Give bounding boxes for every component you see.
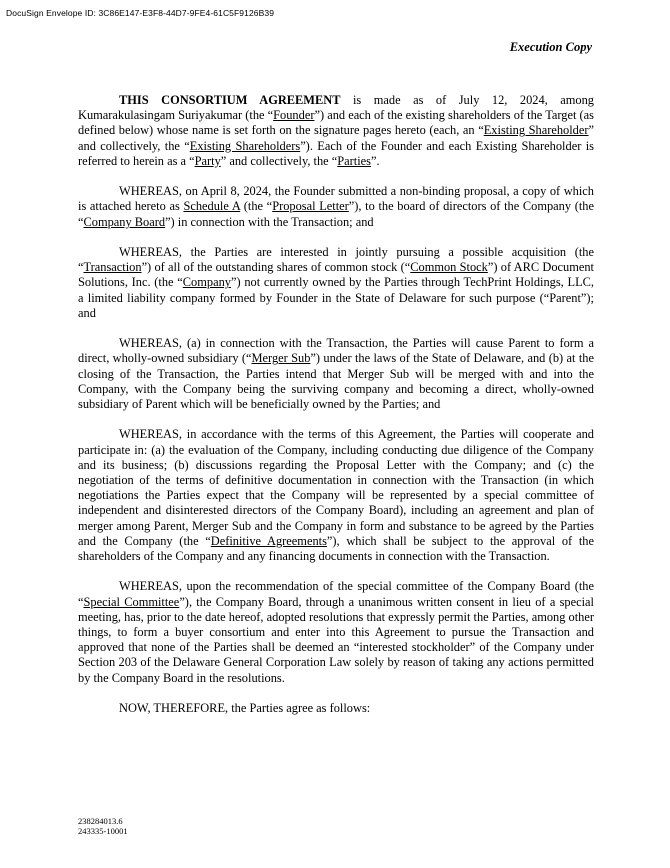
text-run: ” and collectively, the “: [78, 123, 594, 153]
whereas-paragraph-4: [78, 427, 594, 564]
text-run: WHEREAS, the Parties are interested in jointly pursuing a possible acquisition (the “: [78, 245, 594, 275]
now-therefore-paragraph: NOW, THEREFORE, the Parties agree as follows:: [119, 701, 371, 716]
defined-term-special-committee: Special Committee: [83, 594, 180, 609]
text-run: WHEREAS, upon the recommendation of the special committee of the Company Board (the “: [78, 579, 594, 609]
defined-term-founder: Founder: [273, 108, 315, 123]
defined-term-parties: Parties: [337, 153, 372, 168]
intro-paragraph: [78, 93, 594, 169]
text-run: ”) not currently owned by the Parties through TechPrint Holdings, LLC, a limited liability company formed by Founder in the State of Delaware for such purpose (“Parent”); and: [78, 275, 594, 320]
text-run: ”), which shall be subject to the approval of the shareholders of the Company and any financing documents in connection with the Transaction.: [78, 533, 594, 564]
text-run: ”). Each of the Founder and each Existing Shareholder is referred to herein as a “: [78, 138, 594, 168]
text-run: ” and collectively, the “: [220, 153, 338, 168]
text-run: WHEREAS, in accordance with the terms of this Agreement, the Parties will cooperate and participate in: (a) the evaluation of the Company, including conducting due diligence of the Company and its business; (b) discussions regarding the Proposal Letter with the Company; and (c) the negotiation of the terms of definitive documentation in connection with the Transaction (in which negotiations the Parties expect that the Company will be represented by a special committee of independent and disinterested directors of the Company Board), including an agreement and plan of merger among Parent, Merger Sub and the Company in form and substance to be agreed by the Parties and the Company (the “: [78, 427, 594, 548]
defined-term-proposal-letter: Proposal Letter: [272, 199, 349, 214]
defined-term-party: Party: [194, 153, 221, 168]
defined-term-company-board: Company Board: [83, 214, 166, 229]
footer-matter-number: 243335-10001: [78, 826, 128, 836]
schedule-a-reference: Schedule A: [183, 199, 241, 214]
defined-term-company: Company: [182, 275, 231, 290]
defined-term-merger-sub: Merger Sub: [251, 351, 311, 366]
text-run: ”) of all of the outstanding shares of common stock (“: [141, 260, 411, 275]
execution-copy-label: Execution Copy: [509, 40, 592, 54]
text-run: (the “: [240, 199, 273, 214]
text-run: ”.: [371, 153, 380, 168]
docusign-envelope-id: DocuSign Envelope ID: 3C86E147-E3F8-44D7-9FE4-61C5F9126B39: [6, 8, 275, 18]
defined-term-existing-shareholders: Existing Shareholders: [189, 138, 301, 153]
text-run: WHEREAS, on April 8, 2024, the Founder submitted a non-binding proposal, a copy of which is attached hereto as: [78, 184, 594, 214]
whereas-paragraph-1: [78, 184, 594, 230]
text-run: is made as of July 12, 2024, among Kumarakulasingam Suriyakumar (the “: [78, 93, 594, 123]
defined-term-definitive-agreements: Definitive Agreements: [210, 533, 327, 548]
text-run: ”), to the board of directors of the Company (the “: [78, 199, 594, 229]
defined-term-existing-shareholder: Existing Shareholder: [483, 123, 589, 138]
agreement-body: [78, 93, 594, 731]
whereas-paragraph-2: [78, 245, 594, 321]
footer-doc-number: 238284013.6: [78, 816, 123, 826]
text-run: ”) under the laws of the State of Delaware, and (b) at the closing of the Transaction, the Parties intend that Merger Sub will be merged with and into the Company, with the Company being the surviving company and becoming a direct, wholly-owned subsidiary of Parent which will be beneficially owned by the Parties; and: [78, 351, 594, 412]
text-run: ”) in connection with the Transaction; and: [165, 214, 374, 229]
document-footer: [78, 816, 128, 836]
whereas-paragraph-5: [78, 579, 594, 685]
defined-term-transaction: Transaction: [83, 260, 142, 275]
text-run: WHEREAS, (a) in connection with the Transaction, the Parties will cause Parent to form a direct, wholly-owned subsidiary (“: [78, 336, 594, 366]
defined-term-common-stock: Common Stock: [410, 260, 488, 275]
text-run: ”), the Company Board, through a unanimous written consent in lieu of a special meeting, has, prior to the date hereof, adopted resolutions that expressly permit the Parties, among other things, to form a buyer consortium and enter into this Agreement to pursue the Transaction and approved that none of the Parties shall be deemed an “interested stockholder” of the Company under Section 203 of the Delaware General Corporation Law solely by reason of taking any actions permitted by the Company Board in the resolutions.: [78, 594, 594, 685]
text-run: ”) and each of the existing shareholders of the Target (as defined below) whose name is set forth on the signature pages hereto (each, an “: [78, 108, 594, 138]
text-run: ”) of ARC Document Solutions, Inc. (the “: [78, 260, 594, 290]
whereas-paragraph-3: [78, 336, 594, 412]
agreement-title: THIS CONSORTIUM AGREEMENT: [119, 93, 341, 107]
